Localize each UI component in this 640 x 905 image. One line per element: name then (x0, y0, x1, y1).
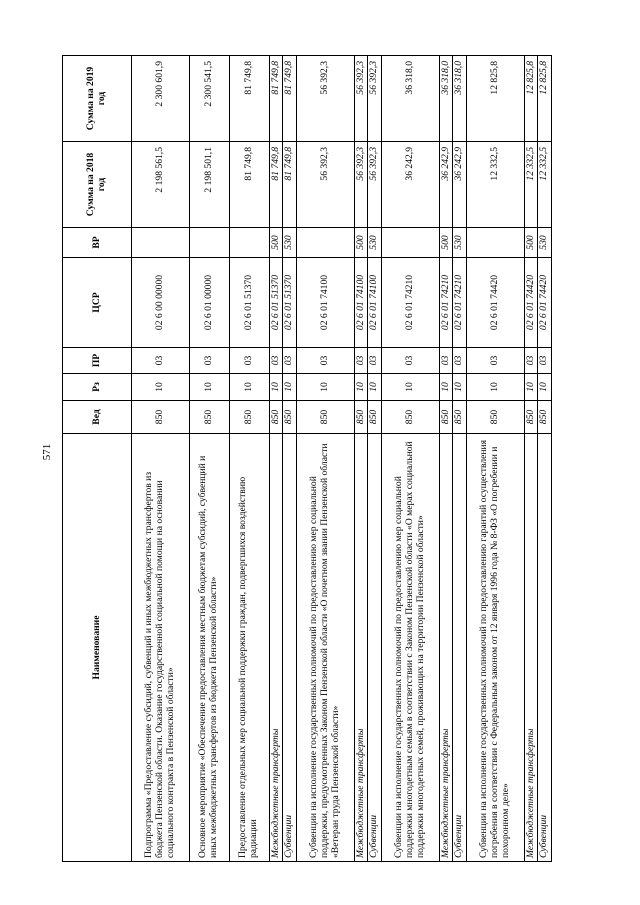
cell-sum-2018: 2 198 561,5 (132, 142, 190, 228)
cell-csr: 02 6 01 74420 (524, 258, 538, 348)
cell-rz: 10 (296, 374, 354, 401)
cell-csr: 02 6 01 74100 (296, 258, 354, 348)
cell-sum-2019: 12 825,8 (538, 56, 552, 142)
cell-sum-2018: 56 392,3 (354, 142, 368, 228)
table-row (453, 56, 467, 862)
cell-ved: 850 (189, 401, 229, 434)
cell-name: Подпрограмма «Предоставление субсидий, субвенций и иных межбюджетных трансфертов из бюджета Пензенской области. Оказание государственной социальной помощи на основании социального контракта в Пензенской области» (132, 434, 190, 862)
table-row (296, 56, 354, 862)
cell-rz: 10 (283, 374, 297, 401)
cell-ved: 850 (538, 401, 552, 434)
cell-vr (229, 228, 269, 258)
cell-csr: 02 6 01 74210 (453, 258, 467, 348)
cell-csr: 02 6 01 51370 (283, 258, 297, 348)
cell-csr: 02 6 01 00000 (189, 258, 229, 348)
cell-sum-2019: 2 300 601,9 (132, 56, 190, 142)
cell-vr: 500 (524, 228, 538, 258)
budget-table (62, 55, 552, 862)
table-row (538, 56, 552, 862)
cell-rz: 10 (189, 374, 229, 401)
page-number: 571 (41, 443, 53, 461)
col-header-sum-2019: Сумма на 2019 год (63, 56, 132, 142)
cell-csr: 02 6 01 74210 (439, 258, 453, 348)
cell-csr: 02 6 01 74210 (381, 258, 439, 348)
table-row (381, 56, 439, 862)
cell-sum-2019: 81 749,8 (283, 56, 297, 142)
cell-sum-2019: 56 392,3 (296, 56, 354, 142)
cell-pr: 03 (524, 348, 538, 374)
table-row (439, 56, 453, 862)
col-header-rz: Рз (63, 374, 132, 401)
table-row (229, 56, 269, 862)
cell-name: Субвенции на исполнение государственных полномочий по предоставлению мер социальной поддержки, предусмотренных Законом Пензенской области «О почетном звании Пензенской области «Ветеран труда Пензенской области» (296, 434, 354, 862)
cell-ved: 850 (132, 401, 190, 434)
cell-ved: 850 (354, 401, 368, 434)
cell-pr: 03 (538, 348, 552, 374)
cell-pr: 03 (354, 348, 368, 374)
table-row (354, 56, 368, 862)
cell-pr: 03 (381, 348, 439, 374)
cell-sum-2019: 56 392,3 (368, 56, 382, 142)
cell-name: Субвенции на исполнение государственных полномочий по предоставлению мер социальной поддержки многодетным семьям в соответствии с Законом Пензенской области «О мерах социальной поддержки многодетных семей, проживающих на территории Пензенской области» (381, 434, 439, 862)
cell-pr: 03 (466, 348, 524, 374)
cell-sum-2019: 81 749,8 (269, 56, 283, 142)
cell-sum-2018: 12 332,5 (538, 142, 552, 228)
cell-rz: 10 (466, 374, 524, 401)
cell-name: Межбюджетные трансферты (439, 434, 453, 862)
cell-pr: 03 (269, 348, 283, 374)
cell-rz: 10 (368, 374, 382, 401)
cell-sum-2018: 81 749,8 (269, 142, 283, 228)
cell-vr: 530 (283, 228, 297, 258)
cell-csr: 02 6 01 74420 (466, 258, 524, 348)
cell-pr: 03 (439, 348, 453, 374)
cell-pr: 03 (229, 348, 269, 374)
cell-vr (381, 228, 439, 258)
cell-ved: 850 (381, 401, 439, 434)
cell-pr: 03 (132, 348, 190, 374)
col-header-name: Наименование (63, 434, 132, 862)
cell-sum-2018: 56 392,3 (368, 142, 382, 228)
cell-vr: 500 (439, 228, 453, 258)
table-row (466, 56, 524, 862)
cell-name: Субвенции на исполнение государственных полномочий по предоставлению гарантий осуществления погребения в соответствии с Федеральным законом от 12 января 1996 года № 8-ФЗ «О погребении и похоронном деле» (466, 434, 524, 862)
cell-rz: 10 (439, 374, 453, 401)
cell-ved: 850 (368, 401, 382, 434)
col-header-csr: ЦСР (63, 258, 132, 348)
cell-name: Субвенции (453, 434, 467, 862)
cell-name: Субвенции (368, 434, 382, 862)
cell-rz: 10 (354, 374, 368, 401)
cell-vr: 530 (538, 228, 552, 258)
cell-sum-2019: 12 825,8 (466, 56, 524, 142)
cell-rz: 10 (538, 374, 552, 401)
cell-vr (132, 228, 190, 258)
cell-sum-2018: 2 198 501,1 (189, 142, 229, 228)
col-header-ved: Вед (63, 401, 132, 434)
cell-ved: 850 (229, 401, 269, 434)
cell-ved: 850 (269, 401, 283, 434)
cell-sum-2018: 81 749,8 (283, 142, 297, 228)
col-header-pr: ПР (63, 348, 132, 374)
cell-sum-2019: 56 392,3 (354, 56, 368, 142)
cell-vr: 530 (453, 228, 467, 258)
col-header-sum-2018: Сумма на 2018 год (63, 142, 132, 228)
cell-name: Предоставление отдельных мер социальной поддержки граждан, подвергшихся воздействию радиации (229, 434, 269, 862)
cell-sum-2019: 36 318,0 (439, 56, 453, 142)
table-row (269, 56, 283, 862)
cell-sum-2019: 81 749,8 (229, 56, 269, 142)
table-row (132, 56, 190, 862)
cell-csr: 02 6 01 74420 (538, 258, 552, 348)
cell-rz: 10 (229, 374, 269, 401)
cell-csr: 02 6 01 51370 (269, 258, 283, 348)
cell-sum-2019: 12 825,8 (524, 56, 538, 142)
cell-ved: 850 (283, 401, 297, 434)
cell-rz: 10 (453, 374, 467, 401)
cell-ved: 850 (296, 401, 354, 434)
cell-ved: 850 (453, 401, 467, 434)
cell-vr: 530 (368, 228, 382, 258)
cell-name: Субвенции (538, 434, 552, 862)
cell-name: Межбюджетные трансферты (354, 434, 368, 862)
cell-name: Межбюджетные трансферты (269, 434, 283, 862)
cell-pr: 03 (368, 348, 382, 374)
cell-vr (189, 228, 229, 258)
cell-sum-2018: 36 242,9 (453, 142, 467, 228)
table-row (524, 56, 538, 862)
cell-sum-2018: 12 332,5 (524, 142, 538, 228)
cell-sum-2018: 12 332,5 (466, 142, 524, 228)
cell-sum-2018: 56 392,3 (296, 142, 354, 228)
cell-pr: 03 (283, 348, 297, 374)
cell-sum-2018: 81 749,8 (229, 142, 269, 228)
cell-pr: 03 (296, 348, 354, 374)
cell-ved: 850 (524, 401, 538, 434)
cell-name: Межбюджетные трансферты (524, 434, 538, 862)
cell-csr: 02 6 01 51370 (229, 258, 269, 348)
cell-rz: 10 (524, 374, 538, 401)
cell-rz: 10 (269, 374, 283, 401)
cell-sum-2018: 36 242,9 (381, 142, 439, 228)
cell-pr: 03 (189, 348, 229, 374)
cell-sum-2019: 36 318,0 (453, 56, 467, 142)
cell-sum-2019: 36 318,0 (381, 56, 439, 142)
col-header-vr: ВР (63, 228, 132, 258)
cell-sum-2018: 36 242,9 (439, 142, 453, 228)
cell-vr: 500 (354, 228, 368, 258)
cell-rz: 10 (132, 374, 190, 401)
cell-vr (296, 228, 354, 258)
cell-vr (466, 228, 524, 258)
cell-sum-2019: 2 300 541,5 (189, 56, 229, 142)
cell-csr: 02 6 01 74100 (368, 258, 382, 348)
table-row (189, 56, 229, 862)
cell-csr: 02 6 01 74100 (354, 258, 368, 348)
table-header-row (63, 56, 132, 862)
cell-name: Основное мероприятие «Обеспечение предоставления местным бюджетам субсидий, субвенций и иных межбюджетных трансфертов из бюджета Пензенской области» (189, 434, 229, 862)
table-body (132, 56, 552, 862)
cell-ved: 850 (466, 401, 524, 434)
cell-vr: 500 (269, 228, 283, 258)
cell-rz: 10 (381, 374, 439, 401)
cell-name: Субвенции (283, 434, 297, 862)
cell-csr: 02 6 00 00000 (132, 258, 190, 348)
cell-ved: 850 (439, 401, 453, 434)
rotated-table-container (62, 56, 552, 862)
table-row (283, 56, 297, 862)
cell-pr: 03 (453, 348, 467, 374)
table-row (368, 56, 382, 862)
